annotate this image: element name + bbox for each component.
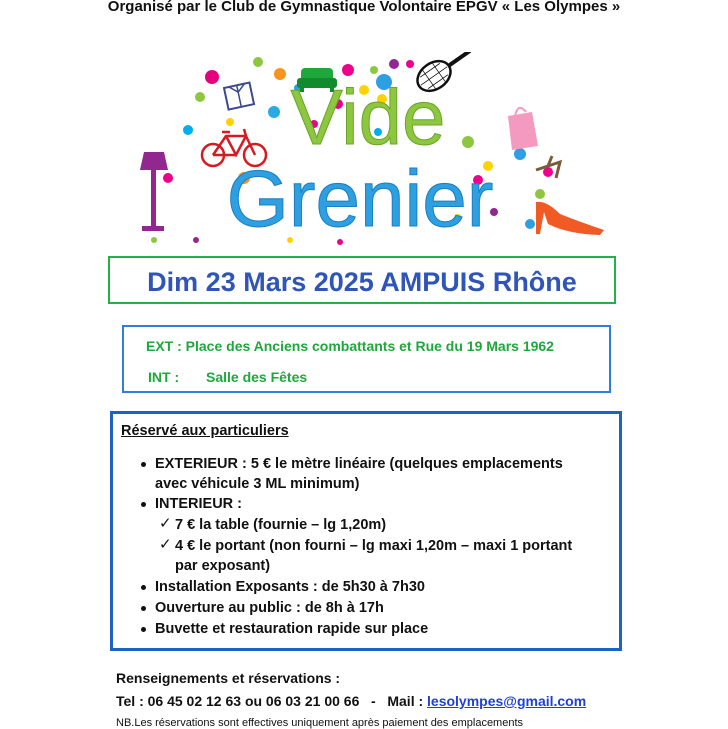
- bullet-icon: [141, 502, 146, 507]
- location-interior-value: Salle des Fêtes: [206, 369, 308, 385]
- bullet-icon: [141, 627, 146, 632]
- bullet-icon: [141, 585, 146, 590]
- banner-word-vide: Vide: [290, 73, 446, 161]
- high-heel-icon: [536, 202, 604, 235]
- installation-hours: Installation Exposants : de 5h30 à 7h30: [155, 579, 425, 595]
- portant-line-2: par exposant): [175, 558, 271, 574]
- public-hours: Ouverture au public : de 8h à 17h: [155, 600, 384, 616]
- location-box: [122, 325, 611, 393]
- contact-email-link[interactable]: lesolympes@gmail.com: [427, 693, 587, 709]
- pricing-info-box: [110, 411, 622, 651]
- bullet-icon: [141, 462, 146, 467]
- check-icon: ✓: [159, 536, 172, 553]
- location-interior-label: INT :: [148, 369, 180, 385]
- interieur-heading: INTERIEUR :: [155, 496, 242, 512]
- table-price: 7 € la table (fournie – lg 1,20m): [175, 517, 387, 533]
- contact-phones: Tel : 06 45 02 12 63 ou 06 03 21 00 66 - Mail :: [116, 693, 424, 709]
- shirt-icon: [224, 83, 254, 110]
- vide-grenier-banner: [128, 52, 618, 247]
- banner-word-grenier: Grenier: [226, 154, 494, 243]
- contact-title: Renseignements et réservations :: [116, 670, 341, 686]
- portant-line-1: 4 € le portant (non fourni – lg maxi 1,20m – maxi 1 portant: [175, 538, 573, 554]
- buvette-note: Buvette et restauration rapide sur place: [155, 621, 429, 637]
- organizer-line: Organisé par le Club de Gymnastique Volontaire EPGV « Les Olympes »: [107, 0, 621, 15]
- check-icon: ✓: [159, 515, 172, 532]
- footnote: NB.Les réservations sont effectives uniquement après paiement des emplacements: [116, 717, 524, 729]
- event-date-place: Dim 23 Mars 2025 AMPUIS Rhône: [147, 267, 577, 297]
- shopping-bag-icon: [508, 108, 538, 150]
- event-date-box: [108, 256, 616, 304]
- contact-line: [116, 693, 586, 709]
- bullet-icon: [141, 606, 146, 611]
- lamp-icon: [140, 152, 168, 231]
- info-title: Réservé aux particuliers: [121, 423, 289, 439]
- exterieur-line-1: EXTERIEUR : 5 € le mètre linéaire (quelques emplacements: [155, 456, 563, 472]
- location-exterior: EXT : Place des Anciens combattants et Rue du 19 Mars 1962: [146, 338, 554, 354]
- exterieur-line-2: avec véhicule 3 ML minimum): [155, 476, 360, 492]
